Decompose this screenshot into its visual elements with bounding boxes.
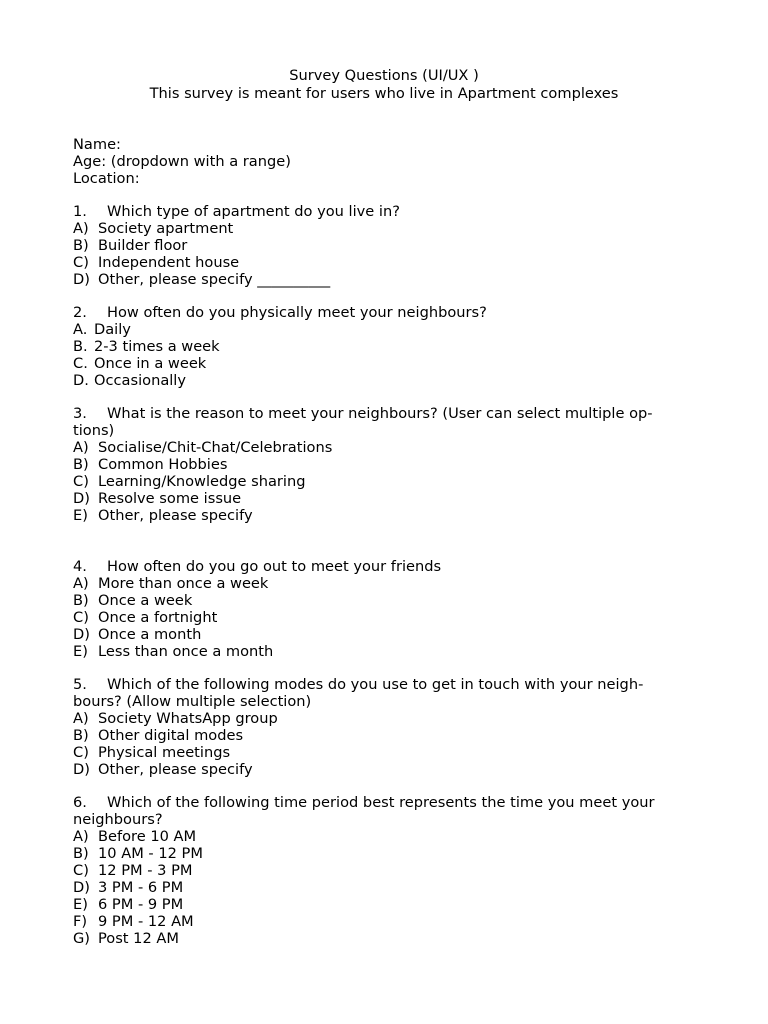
option-text: More than once a week (98, 575, 269, 592)
option-text: Socialise/Chit-Chat/Celebrations (98, 439, 333, 456)
option-label: G) (73, 930, 91, 947)
option-item (73, 862, 693, 879)
option-text: Other digital modes (98, 727, 244, 744)
question-6 (73, 794, 693, 947)
option-item (73, 355, 693, 372)
option-label: D) (73, 761, 90, 778)
option-label: E) (73, 507, 88, 524)
option-text: Occasionally (94, 372, 187, 389)
document-subtitle: This survey is meant for users who live in Apartment complexes (149, 85, 619, 102)
question-4 (73, 558, 693, 660)
option-item (73, 609, 693, 626)
option-item (73, 913, 693, 930)
question-4-heading (73, 558, 693, 575)
option-item (73, 643, 693, 660)
option-label: C) (73, 744, 89, 761)
option-item (73, 271, 693, 288)
question-1-heading (73, 203, 693, 220)
spacer (73, 187, 693, 203)
question-3 (73, 405, 693, 524)
option-text: Less than once a month (98, 643, 274, 660)
option-item (73, 439, 693, 456)
option-text: Society apartment (98, 220, 234, 237)
question-number: 3. (73, 405, 87, 422)
option-item (73, 575, 693, 592)
title-block (0, 67, 768, 103)
option-item (73, 828, 693, 845)
option-text: Once a week (98, 592, 193, 609)
option-text: Independent house (98, 254, 240, 271)
question-number: 5. (73, 676, 87, 693)
option-text: 2-3 times a week (94, 338, 220, 355)
spacer (73, 389, 693, 405)
option-item (73, 626, 693, 643)
option-item (73, 338, 693, 355)
option-label: C) (73, 862, 89, 879)
option-item (73, 220, 693, 237)
option-label: A) (73, 828, 89, 845)
option-label: C) (73, 473, 89, 490)
option-text: 12 PM - 3 PM (98, 862, 193, 879)
option-text: Before 10 AM (98, 828, 197, 845)
option-text: 3 PM - 6 PM (98, 879, 184, 896)
spacer (73, 778, 693, 794)
spacer (73, 660, 693, 676)
option-item (73, 761, 693, 778)
option-text: Once a month (98, 626, 202, 643)
option-label: D) (73, 626, 90, 643)
option-item (73, 372, 693, 389)
option-text: Once a fortnight (98, 609, 218, 626)
question-text: Which of the following time period best represents the time you meet your (107, 794, 655, 811)
option-label: A) (73, 575, 89, 592)
question-text: What is the reason to meet your neighbours? (User can select multiple op- (107, 405, 653, 422)
option-text: Common Hobbies (98, 456, 228, 473)
question-number: 1. (73, 203, 87, 220)
name-field-label: Name: (73, 136, 121, 153)
option-label: C) (73, 609, 89, 626)
option-text: Other, please specify __________ (98, 271, 331, 288)
document-title: Survey Questions (UI/UX ) (289, 67, 479, 84)
option-item (73, 490, 693, 507)
survey-content (73, 136, 693, 947)
question-2 (73, 304, 693, 389)
question-text: How often do you physically meet your neighbours? (107, 304, 487, 321)
option-text: 10 AM - 12 PM (98, 845, 203, 862)
question-6-heading (73, 794, 693, 811)
option-text: 6 PM - 9 PM (98, 896, 184, 913)
option-label: B) (73, 845, 89, 862)
option-text: Builder floor (98, 237, 188, 254)
question-2-heading (73, 304, 693, 321)
option-text: Physical meetings (98, 744, 231, 761)
question-3-heading (73, 405, 693, 422)
option-text: Society WhatsApp group (98, 710, 278, 727)
option-item (73, 254, 693, 271)
question-text-continued: neighbours? (73, 811, 163, 828)
question-number: 4. (73, 558, 87, 575)
option-label: D) (73, 490, 90, 507)
option-item (73, 879, 693, 896)
question-text: Which of the following modes do you use to get in touch with your neigh- (107, 676, 644, 693)
option-label: D) (73, 879, 90, 896)
option-label: E) (73, 643, 88, 660)
option-item (73, 321, 693, 338)
option-text: Post 12 AM (98, 930, 179, 947)
option-item (73, 930, 693, 947)
option-item (73, 507, 693, 524)
question-1 (73, 203, 693, 288)
respondent-fields (73, 136, 693, 187)
option-label: D. (73, 372, 89, 389)
option-label: A. (73, 321, 88, 338)
option-item (73, 592, 693, 609)
spacer (73, 524, 693, 558)
question-5-heading (73, 676, 693, 693)
option-label: E) (73, 896, 88, 913)
question-number: 2. (73, 304, 87, 321)
option-label: B) (73, 592, 89, 609)
age-field-label: Age: (dropdown with a range) (73, 153, 291, 170)
question-text-continued: tions) (73, 422, 115, 439)
option-item (73, 473, 693, 490)
option-item (73, 710, 693, 727)
option-label: B. (73, 338, 88, 355)
option-label: D) (73, 271, 90, 288)
question-text: How often do you go out to meet your friends (107, 558, 442, 575)
location-field-label: Location: (73, 170, 140, 187)
option-item (73, 456, 693, 473)
option-text: Resolve some issue (98, 490, 242, 507)
option-text: Learning/Knowledge sharing (98, 473, 306, 490)
option-item (73, 845, 693, 862)
option-text: 9 PM - 12 AM (98, 913, 194, 930)
question-text-continued: bours? (Allow multiple selection) (73, 693, 312, 710)
option-item (73, 237, 693, 254)
option-text: Other, please specify (98, 507, 253, 524)
option-label: A) (73, 439, 89, 456)
option-text: Other, please specify (98, 761, 253, 778)
option-label: A) (73, 220, 89, 237)
option-item (73, 727, 693, 744)
option-label: C. (73, 355, 88, 372)
option-label: F) (73, 913, 88, 930)
question-number: 6. (73, 794, 87, 811)
option-label: C) (73, 254, 89, 271)
question-text: Which type of apartment do you live in? (107, 203, 400, 220)
option-label: A) (73, 710, 89, 727)
option-item (73, 896, 693, 913)
question-5 (73, 676, 693, 778)
option-label: B) (73, 727, 89, 744)
option-item (73, 744, 693, 761)
spacer (73, 288, 693, 304)
option-label: B) (73, 456, 89, 473)
option-text: Daily (94, 321, 131, 338)
option-label: B) (73, 237, 89, 254)
option-text: Once in a week (94, 355, 207, 372)
